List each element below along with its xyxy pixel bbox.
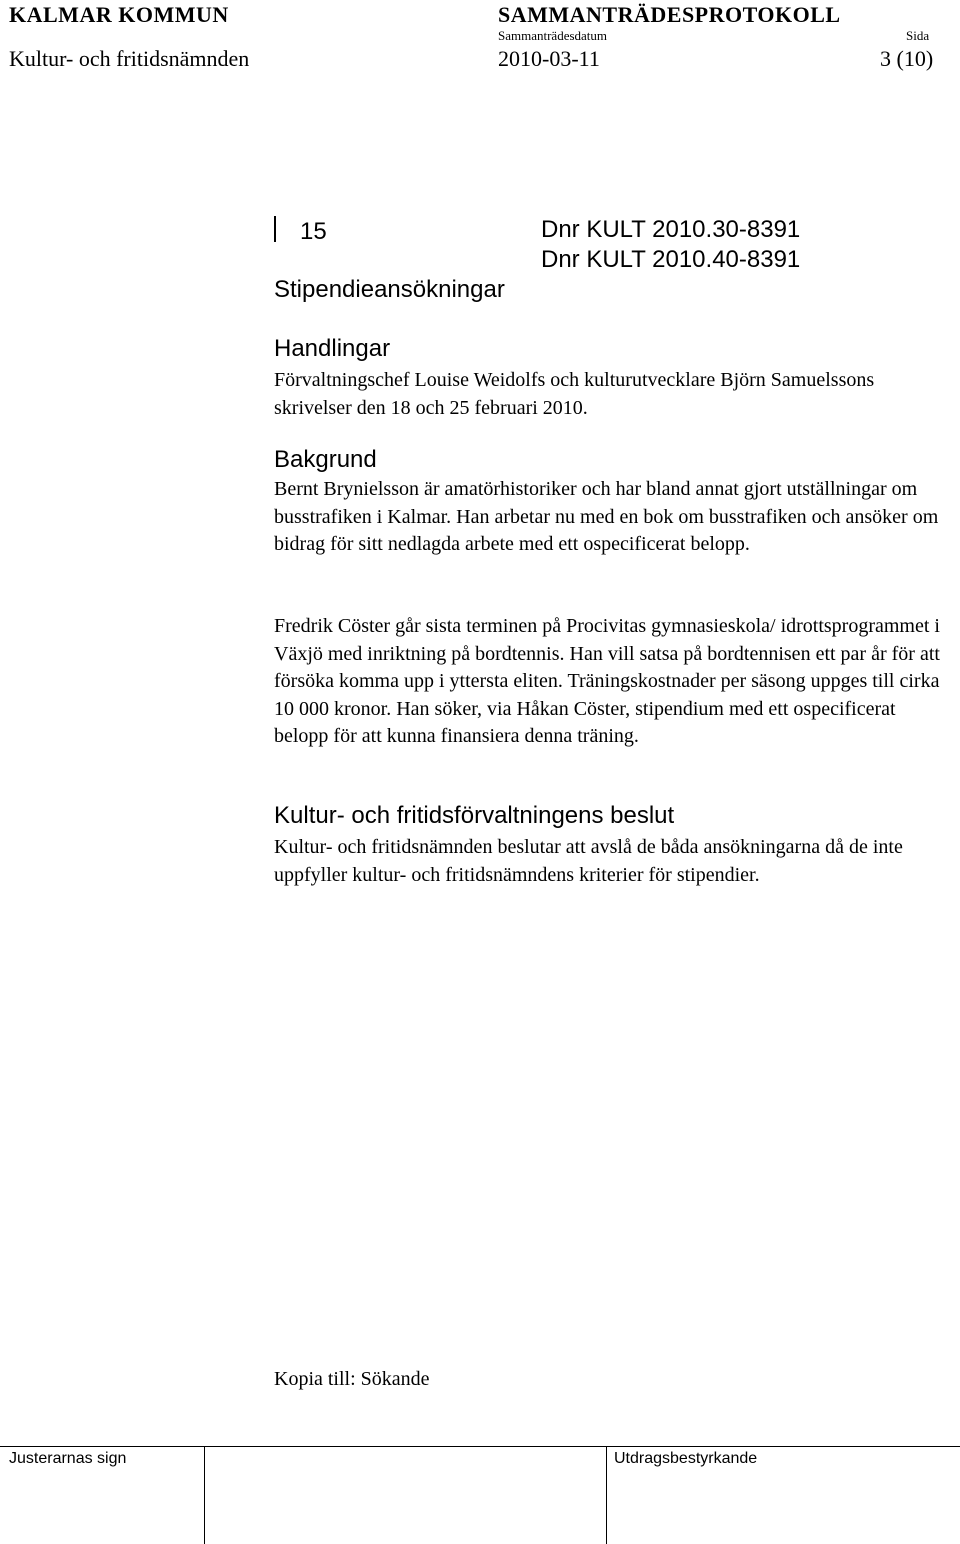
beslut-text: Kultur- och fritidsnämnden beslutar att avslå de båda ansökningarna då de inte uppfyller kultur- och fritidsnämndens kriterier för stipendier. bbox=[274, 836, 903, 886]
meeting-date: 2010-03-11 bbox=[498, 46, 600, 71]
item-number-text: 15 bbox=[300, 218, 327, 245]
utdrag-label: Utdragsbestyrkande bbox=[614, 1450, 758, 1467]
item-subject: Stipendieansökningar bbox=[274, 276, 505, 303]
footer-divider bbox=[0, 1446, 960, 1447]
handlingar-heading: Handlingar bbox=[274, 335, 391, 362]
beslut-heading: Kultur- och fritidsförvaltningens beslut bbox=[274, 802, 675, 829]
page-label: Sida bbox=[906, 28, 930, 43]
copy-to: Kopia till: Sökande bbox=[274, 1368, 430, 1390]
footer-column-divider-2 bbox=[606, 1446, 607, 1544]
organization-name: KALMAR KOMMUN bbox=[9, 2, 229, 27]
diary-number-1: Dnr KULT 2010.30-8391 bbox=[541, 216, 801, 243]
diary-number-2: Dnr KULT 2010.40-8391 bbox=[541, 246, 801, 273]
justerare-signature-label: Justerarnas sign bbox=[9, 1450, 127, 1467]
document-type: SAMMANTRÄDESPROTOKOLL bbox=[498, 2, 841, 27]
bakgrund-heading: Bakgrund bbox=[274, 446, 377, 473]
committee-name: Kultur- och fritidsnämnden bbox=[9, 46, 250, 71]
bakgrund-paragraph-1: Bernt Brynielsson är amatörhistoriker och har bland annat gjort utställningar om busstrafiken i Kalmar. Han arbetar nu med en bok om busstrafiken och ansöker om bidrag för sitt nedlagda arbete med ett ospecificerat belopp. bbox=[274, 478, 939, 555]
page-number: 3 (10) bbox=[880, 46, 934, 71]
meeting-date-label: Sammanträdesdatum bbox=[498, 28, 608, 43]
footer-column-divider-1 bbox=[204, 1446, 205, 1544]
bakgrund-paragraph-2: Fredrik Cöster går sista terminen på Procivitas gymnasieskola/ idrottsprogrammet i Växjö med inriktning på bordtennis. Han vill satsa på bordtennisen ett par år för att försöka komma upp i yttersta eliten. Träningskostnader per säsong uppges till cirka 10 000 kronor. Han söker, via Håkan Cöster, stipendium med ett ospecificerat belopp för att kunna finansiera denna träning. bbox=[274, 615, 940, 747]
handlingar-text: Förvaltningschef Louise Weidolfs och kulturutvecklare Björn Samuelssons skrivelser den 18 och 25 februari 2010. bbox=[274, 369, 875, 419]
item-number bbox=[274, 216, 327, 246]
section-mark-icon bbox=[274, 216, 284, 242]
